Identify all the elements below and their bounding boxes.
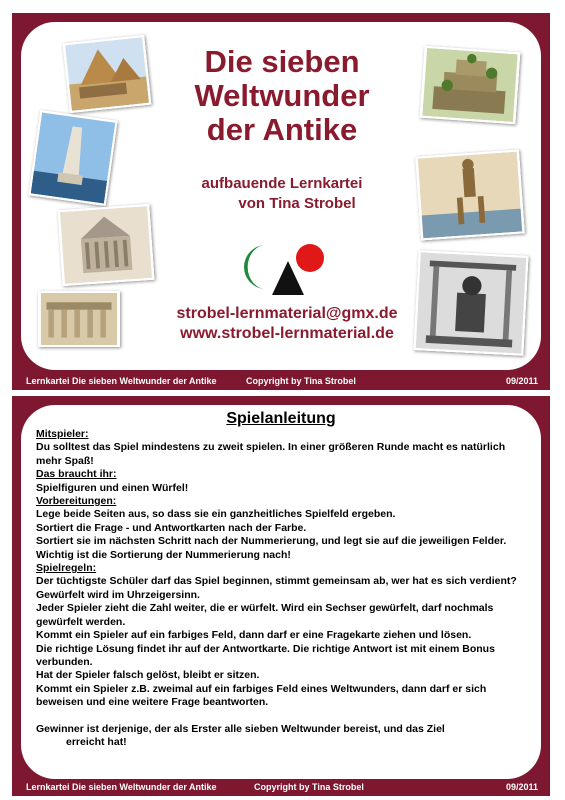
- instructions-heading: Spielanleitung: [226, 410, 336, 427]
- instructions-footer: [12, 778, 550, 796]
- pyramids-image: [63, 35, 152, 113]
- paragraph: Du solltest das Spiel mindestens zu zweit spielen. In einer größeren Runde macht es natürlich mehr Spaß!: [36, 441, 506, 467]
- website-link[interactable]: www.strobel-lernmaterial.de: [180, 325, 394, 342]
- temple-artemis-image: [38, 291, 120, 347]
- mausoleum-image: [57, 204, 154, 286]
- footer-copyright: Copyright by Tina Strobel: [246, 376, 356, 386]
- section-heading: Mitspieler:: [36, 428, 89, 440]
- colossus-image: [415, 149, 525, 240]
- footer-date: 09/2011: [505, 376, 538, 386]
- lighthouse-image: [28, 110, 117, 206]
- paragraph: Die richtige Lösung findet ihr auf der Antwortkarte. Die richtige Antwort ist mit einem Bonus verbunden.: [36, 642, 495, 668]
- footer-title: Lernkartei Die sieben Weltwunder der Antike: [26, 782, 217, 792]
- subtitle-line-1: aufbauende Lernkartei: [201, 175, 363, 192]
- cover-card: [12, 13, 550, 390]
- paragraph: Lege beide Seiten aus, so dass sie ein ganzheitliches Spielfeld ergeben.: [36, 508, 396, 521]
- paragraph: erreicht hat!: [66, 735, 127, 748]
- email-link[interactable]: strobel-lernmaterial@gmx.de: [176, 305, 398, 322]
- section-heading: Spielregeln:: [36, 562, 97, 575]
- instructions-card: [12, 396, 550, 796]
- paragraph: Jeder Spieler zieht die Zahl weiter, die er würfelt. Wird ein Sechser gewürfelt, darf nochmals gewürfelt werden.: [36, 602, 494, 628]
- zeus-statue-image: [413, 250, 528, 356]
- paragraph: Der tüchtigste Schüler darf das Spiel beginnen, stimmt gemeinsam ab, wer hat es sich verdient?: [36, 575, 517, 588]
- paragraph: Gewinner ist derjenige, der als Erster alle sieben Weltwunder bereist, und das Ziel: [36, 722, 445, 735]
- paragraph: Spielfiguren und einen Würfel!: [36, 481, 189, 494]
- cover-title: [162, 45, 402, 147]
- title-line-3: der Antike: [206, 112, 358, 147]
- paragraph: Gewürfelt wird im Uhrzeigersinn.: [36, 588, 200, 601]
- paragraph: Sortiert die Frage - und Antwortkarten nach der Farbe.: [36, 521, 307, 534]
- hanging-gardens-image: [420, 46, 521, 125]
- paragraph: Wichtig ist die Sortierung der Nummerierung nach!: [36, 548, 291, 561]
- section-heading: Vorbereitungen:: [36, 495, 117, 508]
- paragraph: Kommt ein Spieler z.B. zweimal auf ein farbiges Feld eines Weltwunders, dann darf er sich beweisen und eine weitere Frage beantworten.: [36, 682, 487, 709]
- title-line-2: Weltwunder: [194, 78, 370, 113]
- section-heading: Das braucht ihr:: [36, 468, 117, 481]
- instructions-text: [36, 428, 530, 749]
- cover-footer: [12, 372, 550, 390]
- title-line-1: Die sieben: [204, 44, 360, 79]
- logo-image: [244, 239, 334, 301]
- paragraph: Hat der Spieler falsch gelöst, bleibt er sitzen.: [36, 669, 260, 682]
- footer-copyright: Copyright by Tina Strobel: [254, 782, 364, 792]
- footer-date: 09/2011: [505, 782, 538, 792]
- paragraph: Sortiert sie im nächsten Schritt nach der Nummerierung, und legt sie auf die jeweiligen Felder.: [36, 535, 507, 548]
- footer-title: Lernkartei Die sieben Weltwunder der Antike: [26, 376, 217, 386]
- paragraph: Kommt ein Spieler auf ein farbiges Feld, dann darf er eine Fragekarte ziehen und lösen.: [36, 629, 472, 642]
- subtitle-line-2: von Tina Strobel: [238, 195, 356, 212]
- spacer: [36, 710, 530, 723]
